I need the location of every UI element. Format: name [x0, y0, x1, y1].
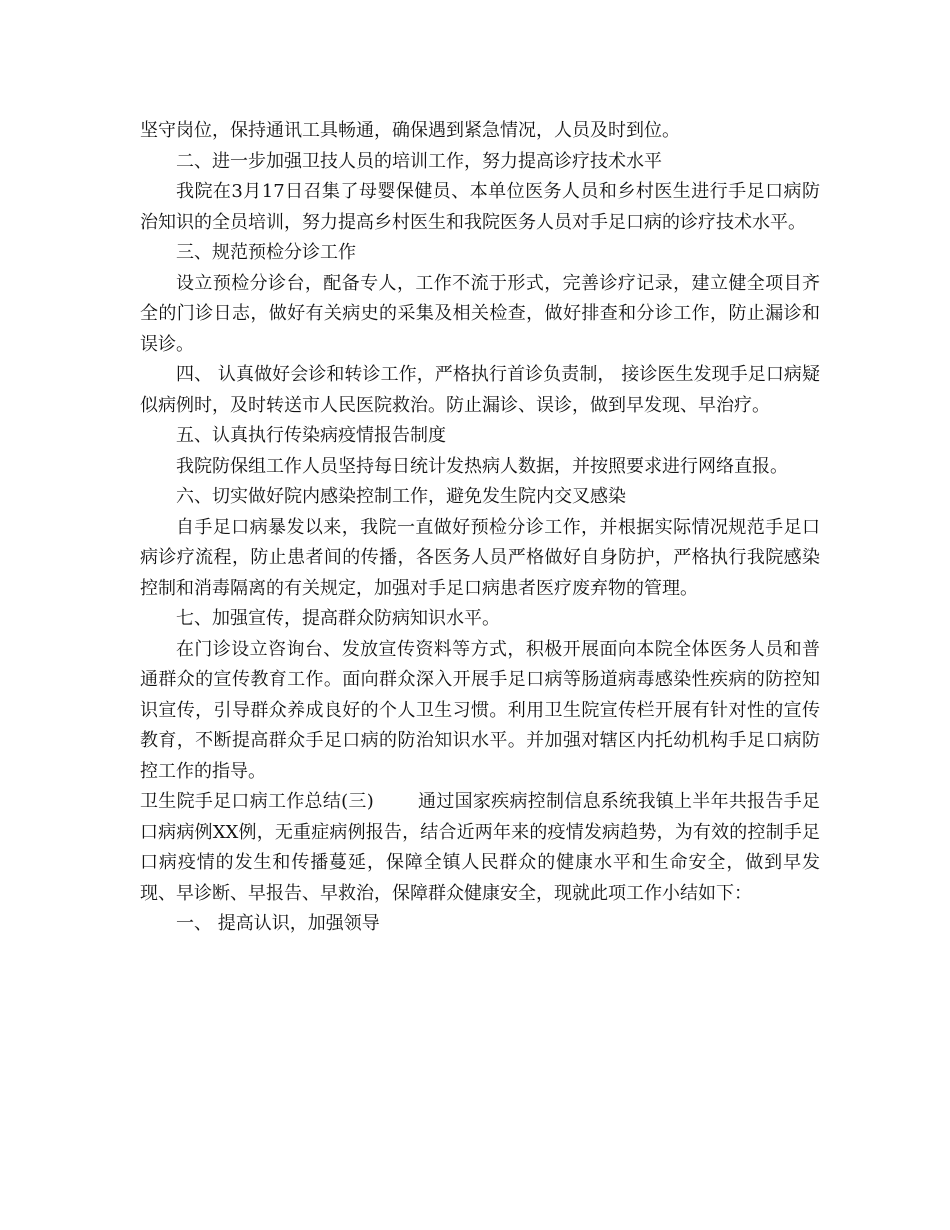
- section-heading-seven: 七、加强宣传，提高群众防病知识水平。: [176, 608, 500, 629]
- paragraph-infection-control: 自手足口病暴发以来，我院一直做好预检分诊工作，并根据实际情况规范手足口病诊疗流程，防止患者间的传播，各医务人员严格做好自身防护，严格执行我院感染控制和消毒隔离的有关规定，加强对手足口病患者医疗废弃物的管理。: [140, 516, 820, 599]
- section-heading-one: 一、 提高认识，加强领导: [176, 913, 380, 934]
- paragraph-reporting: 我院防保组工作人员坚持每日统计发热病人数据，并按照要求进行网络直报。: [176, 455, 788, 477]
- section-heading-three: 三、规范预检分诊工作: [176, 242, 356, 263]
- paragraph-consultation: 四、 认真做好会诊和转诊工作，严格执行首诊负责制， 接诊医生发现手足口病疑似病例时，及时转送市人民医院救治。防止漏诊、误诊，做到早发现、早治疗。: [140, 364, 820, 416]
- section-heading-six: 六、切实做好院内感染控制工作，避免发生院内交叉感染: [176, 486, 626, 507]
- paragraph-triage: 设立预检分诊台，配备专人，工作不流于形式，完善诊疗记录，建立健全项目齐全的门诊日志，做好有关病史的采集及相关检查，做好排查和分诊工作，防止漏诊和误诊。: [140, 272, 820, 355]
- section-intro: 通过国家疾病控制信息系统我镇上半年共报告手足口病病例XX例，无重症病例报告，结合近两年来的疫情发病趋势，为有效的控制手足口病疫情的发生和传播蔓延，保障全镇人民群众的健康水平和生命安全，做到早发现、早诊断、早报告、早救治，保障群众健康安全，现就此项工作小结如下：: [140, 791, 821, 904]
- paragraph-summary-three: [140, 787, 820, 909]
- section-title: 卫生院手足口病工作总结(三): [140, 791, 374, 812]
- document-body: [140, 116, 820, 940]
- paragraph-continued: 坚守岗位，保持通讯工具畅通，确保遇到紧急情况，人员及时到位。: [140, 120, 680, 141]
- paragraph-training: 我院在3月17日召集了母婴保健员、本单位医务人员和乡村医生进行手足口病防治知识的全员培训，努力提高乡村医生和我院医务人员对手足口病的诊疗技术水平。: [140, 181, 820, 233]
- section-heading-two: 二、进一步加强卫技人员的培训工作，努力提高诊疗技术水平: [176, 150, 662, 172]
- paragraph-publicity: 在门诊设立咨询台、发放宣传资料等方式，积极开展面向本院全体医务人员和普通群众的宣传教育工作。面向群众深入开展手足口病等肠道病毒感染性疾病的防控知识宣传，引导群众养成良好的个人卫生习惯。利用卫生院宣传栏开展有针对性的宣传教育，不断提高群众手足口病的防治知识水平。并加强对辖区内托幼机构手足口病防控工作的指导。: [140, 638, 820, 782]
- section-heading-five: 五、认真执行传染病疫情报告制度: [176, 425, 446, 446]
